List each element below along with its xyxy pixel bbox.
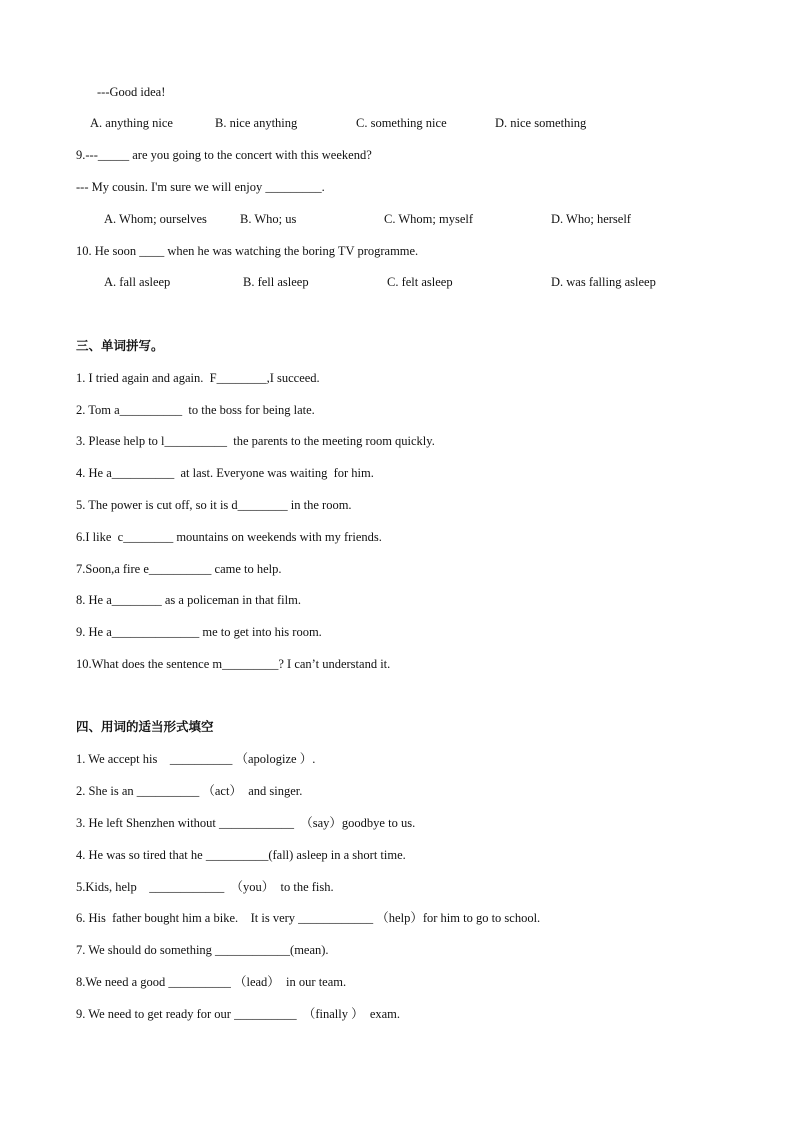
section3-item-5: 5. The power is cut off, so it is d________ in the room. [76,498,352,512]
section4-item-4: 4. He was so tired that he __________(fall) asleep in a short time. [76,848,406,862]
section3-heading: 三、单词拼写。 [76,338,164,353]
section4-item-9: 9. We need to get ready for our __________ （finally ） exam. [76,1007,401,1021]
section4-item-2: 2. She is an __________ （act） and singer. [76,784,303,798]
section4-item-1: 1. We accept his __________ （apologize ）. [76,752,316,766]
q9-question: 9.---_____ are you going to the concert with this weekend? [76,148,372,162]
q9-option-c: C. Whom; myself [384,212,474,226]
q10-option-d: D. was falling asleep [551,275,656,289]
section3-item-3: 3. Please help to l__________ the parents to the meeting room quickly. [76,434,435,448]
q8-option-d: D. nice something [495,116,587,130]
section4-item-7: 7. We should do something ____________(mean). [76,943,329,957]
section4-item-3: 3. He left Shenzhen without ____________ （say）goodbye to us. [76,816,416,830]
q10-question: 10. He soon ____ when he was watching the boring TV programme. [76,244,419,258]
q8-option-a: A. anything nice [90,116,173,130]
q8-option-c: C. something nice [356,116,447,130]
section3-item-1: 1. I tried again and again. F________,I succeed. [76,371,320,385]
q9-option-d: D. Who; herself [551,212,631,226]
section3-item-4: 4. He a__________ at last. Everyone was waiting for him. [76,466,374,480]
section4-item-5: 5.Kids, help ____________ （you） to the fish. [76,880,334,894]
section3-item-7: 7.Soon,a fire e__________ came to help. [76,562,282,576]
section3-item-6: 6.I like c________ mountains on weekends with my friends. [76,530,382,544]
q9-option-a: A. Whom; ourselves [104,212,207,226]
q8-option-b: B. nice anything [215,116,298,130]
q9-answer-line: --- My cousin. I'm sure we will enjoy _________. [76,180,325,194]
section3-item-10: 10.What does the sentence m_________? I can’t understand it. [76,657,391,671]
q10-option-c: C. felt asleep [387,275,453,289]
q10-option-b: B. fell asleep [243,275,309,289]
section3-item-9: 9. He a______________ me to get into his room. [76,625,322,639]
section4-item-6: 6. His father bought him a bike. It is very ____________ （help）for him to go to school. [76,911,541,925]
section3-item-8: 8. He a________ as a policeman in that film. [76,593,301,607]
dialogue-reply: ---Good idea! [97,85,166,99]
section4-item-8: 8.We need a good __________ （lead） in our team. [76,975,347,989]
q10-option-a: A. fall asleep [104,275,171,289]
section4-heading: 四、用词的适当形式填空 [76,719,214,734]
q9-option-b: B. Who; us [240,212,297,226]
section3-item-2: 2. Tom a__________ to the boss for being late. [76,403,315,417]
